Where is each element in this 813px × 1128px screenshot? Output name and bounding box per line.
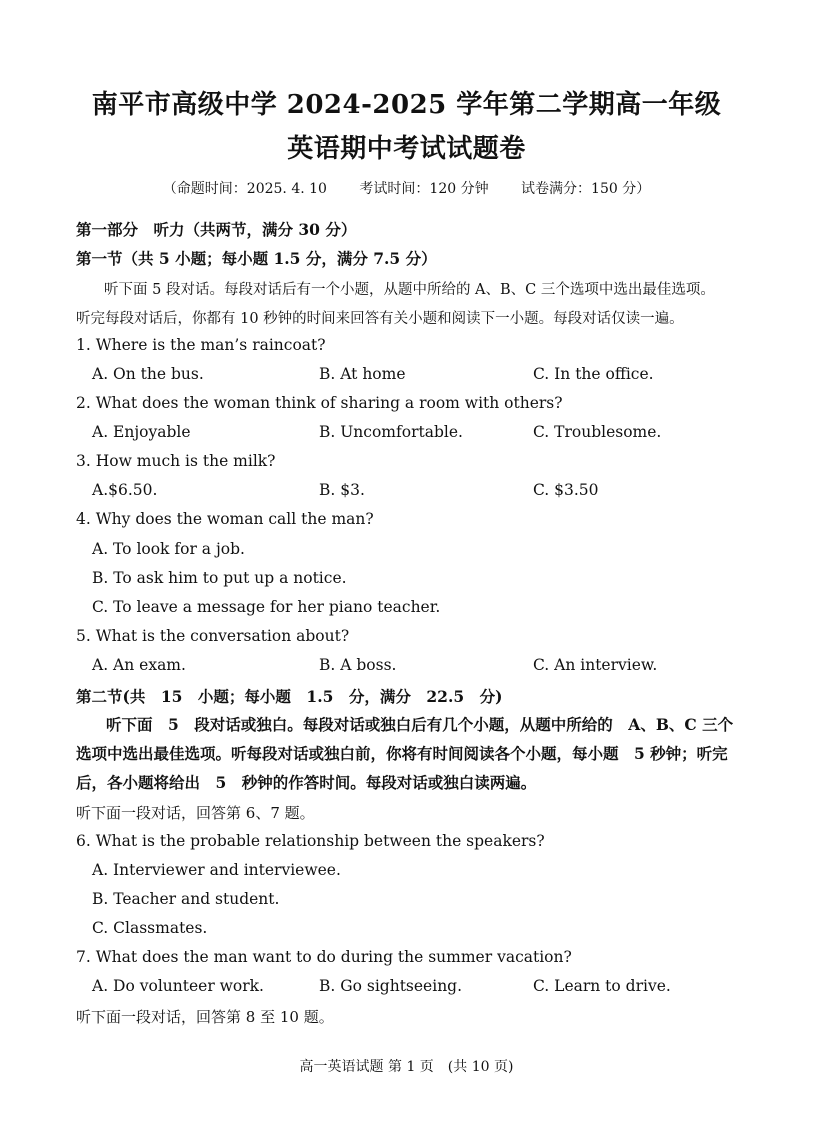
exam-meta xyxy=(0,178,813,198)
question-1-option-b: B. At home xyxy=(319,365,406,383)
section2-heading: 第二节(共 15 小题；每小题 1.5 分，满分 22.5 分) xyxy=(76,687,503,706)
question-5-option-b: B. A boss. xyxy=(319,656,397,674)
question-6-option-a: A. Interviewer and interviewee. xyxy=(92,861,341,879)
question-7-option-b: B. Go sightseeing. xyxy=(319,977,463,995)
question-2-stem: 2. What does the woman think of sharing a room with others? xyxy=(76,394,563,412)
exam-title-line1: 南平市高级中学 2024-2025 学年第二学期高一年级 xyxy=(91,90,722,120)
question-4-option-b: B. To ask him to put up a notice. xyxy=(92,569,347,587)
question-2-option-c: C. Troublesome. xyxy=(533,423,662,441)
question-1-option-c: C. In the office. xyxy=(533,365,654,383)
question-1-stem: 1. Where is the man’s raincoat? xyxy=(76,336,326,354)
question-4-option-a: A. To look for a job. xyxy=(92,540,245,558)
section1-instruction-1: 听下面 5 段对话。每段对话后有一个小题，从题中所给的 A、B、C 三个选项中选出最佳选项。 xyxy=(104,282,715,298)
question-5-option-c: C. An interview. xyxy=(533,656,658,674)
meta-date: （命题时间：2025. 4. 10 xyxy=(162,181,327,197)
question-6-option-b: B. Teacher and student. xyxy=(92,890,280,908)
question-6-option-c: C. Classmates. xyxy=(92,919,208,937)
question-2-option-a: A. Enjoyable xyxy=(92,423,191,441)
meta-duration: 考试时间：120 分钟 xyxy=(359,181,489,197)
page-footer: 高一英语试题 第 1 页 (共 10 页) xyxy=(299,1059,514,1075)
question-7-stem: 7. What does the man want to do during the summer vacation? xyxy=(76,948,572,966)
section2-instruction: 听下面 5 段对话或独白。每段对话或独白后有几个小题，从题中所给的 A、B、C 三个选项中选出最佳选项。听每段对话或独白前，你将有时间阅读各个小题，每小题 5 秒钟；听完后，各小题将给出 5 秒钟的作答时间。每段对话或独白读两遍。 xyxy=(76,715,734,792)
exam-title-line2: 英语期中考试试题卷 xyxy=(287,134,526,164)
question-2-option-b: B. Uncomfortable. xyxy=(319,423,463,441)
question-4-option-c: C. To leave a message for her piano teacher. xyxy=(92,598,441,616)
section1-heading: 第一节（共 5 小题；每小题 1.5 分，满分 7.5 分） xyxy=(76,249,437,268)
question-7-option-c: C. Learn to drive. xyxy=(533,977,671,995)
question-3-stem: 3. How much is the milk? xyxy=(76,452,276,470)
question-3-option-b: B. $3. xyxy=(319,481,365,499)
question-6-stem: 6. What is the probable relationship between the speakers? xyxy=(76,832,545,850)
question-7-option-a: A. Do volunteer work. xyxy=(92,977,264,995)
meta-full-score: 试卷满分：150 分） xyxy=(521,181,651,197)
question-5-stem: 5. What is the conversation about? xyxy=(76,627,350,645)
question-4-stem: 4. Why does the woman call the man? xyxy=(76,510,374,528)
question-3-option-a: A.$6.50. xyxy=(92,481,158,499)
question-3-option-c: C. $3.50 xyxy=(533,481,599,499)
question-5-option-a: A. An exam. xyxy=(92,656,186,674)
section1-instruction-2: 听完每段对话后，你都有 10 秒钟的时间来回答有关小题和阅读下一小题。每段对话仅读一遍。 xyxy=(76,311,684,327)
question-1-option-a: A. On the bus. xyxy=(92,365,204,383)
group-instruction-8-10: 听下面一段对话，回答第 8 至 10 题。 xyxy=(76,1008,334,1026)
part1-heading: 第一部分 听力（共两节，满分 30 分） xyxy=(76,220,357,239)
group-instruction-6-7: 听下面一段对话，回答第 6、7 题。 xyxy=(76,804,315,822)
